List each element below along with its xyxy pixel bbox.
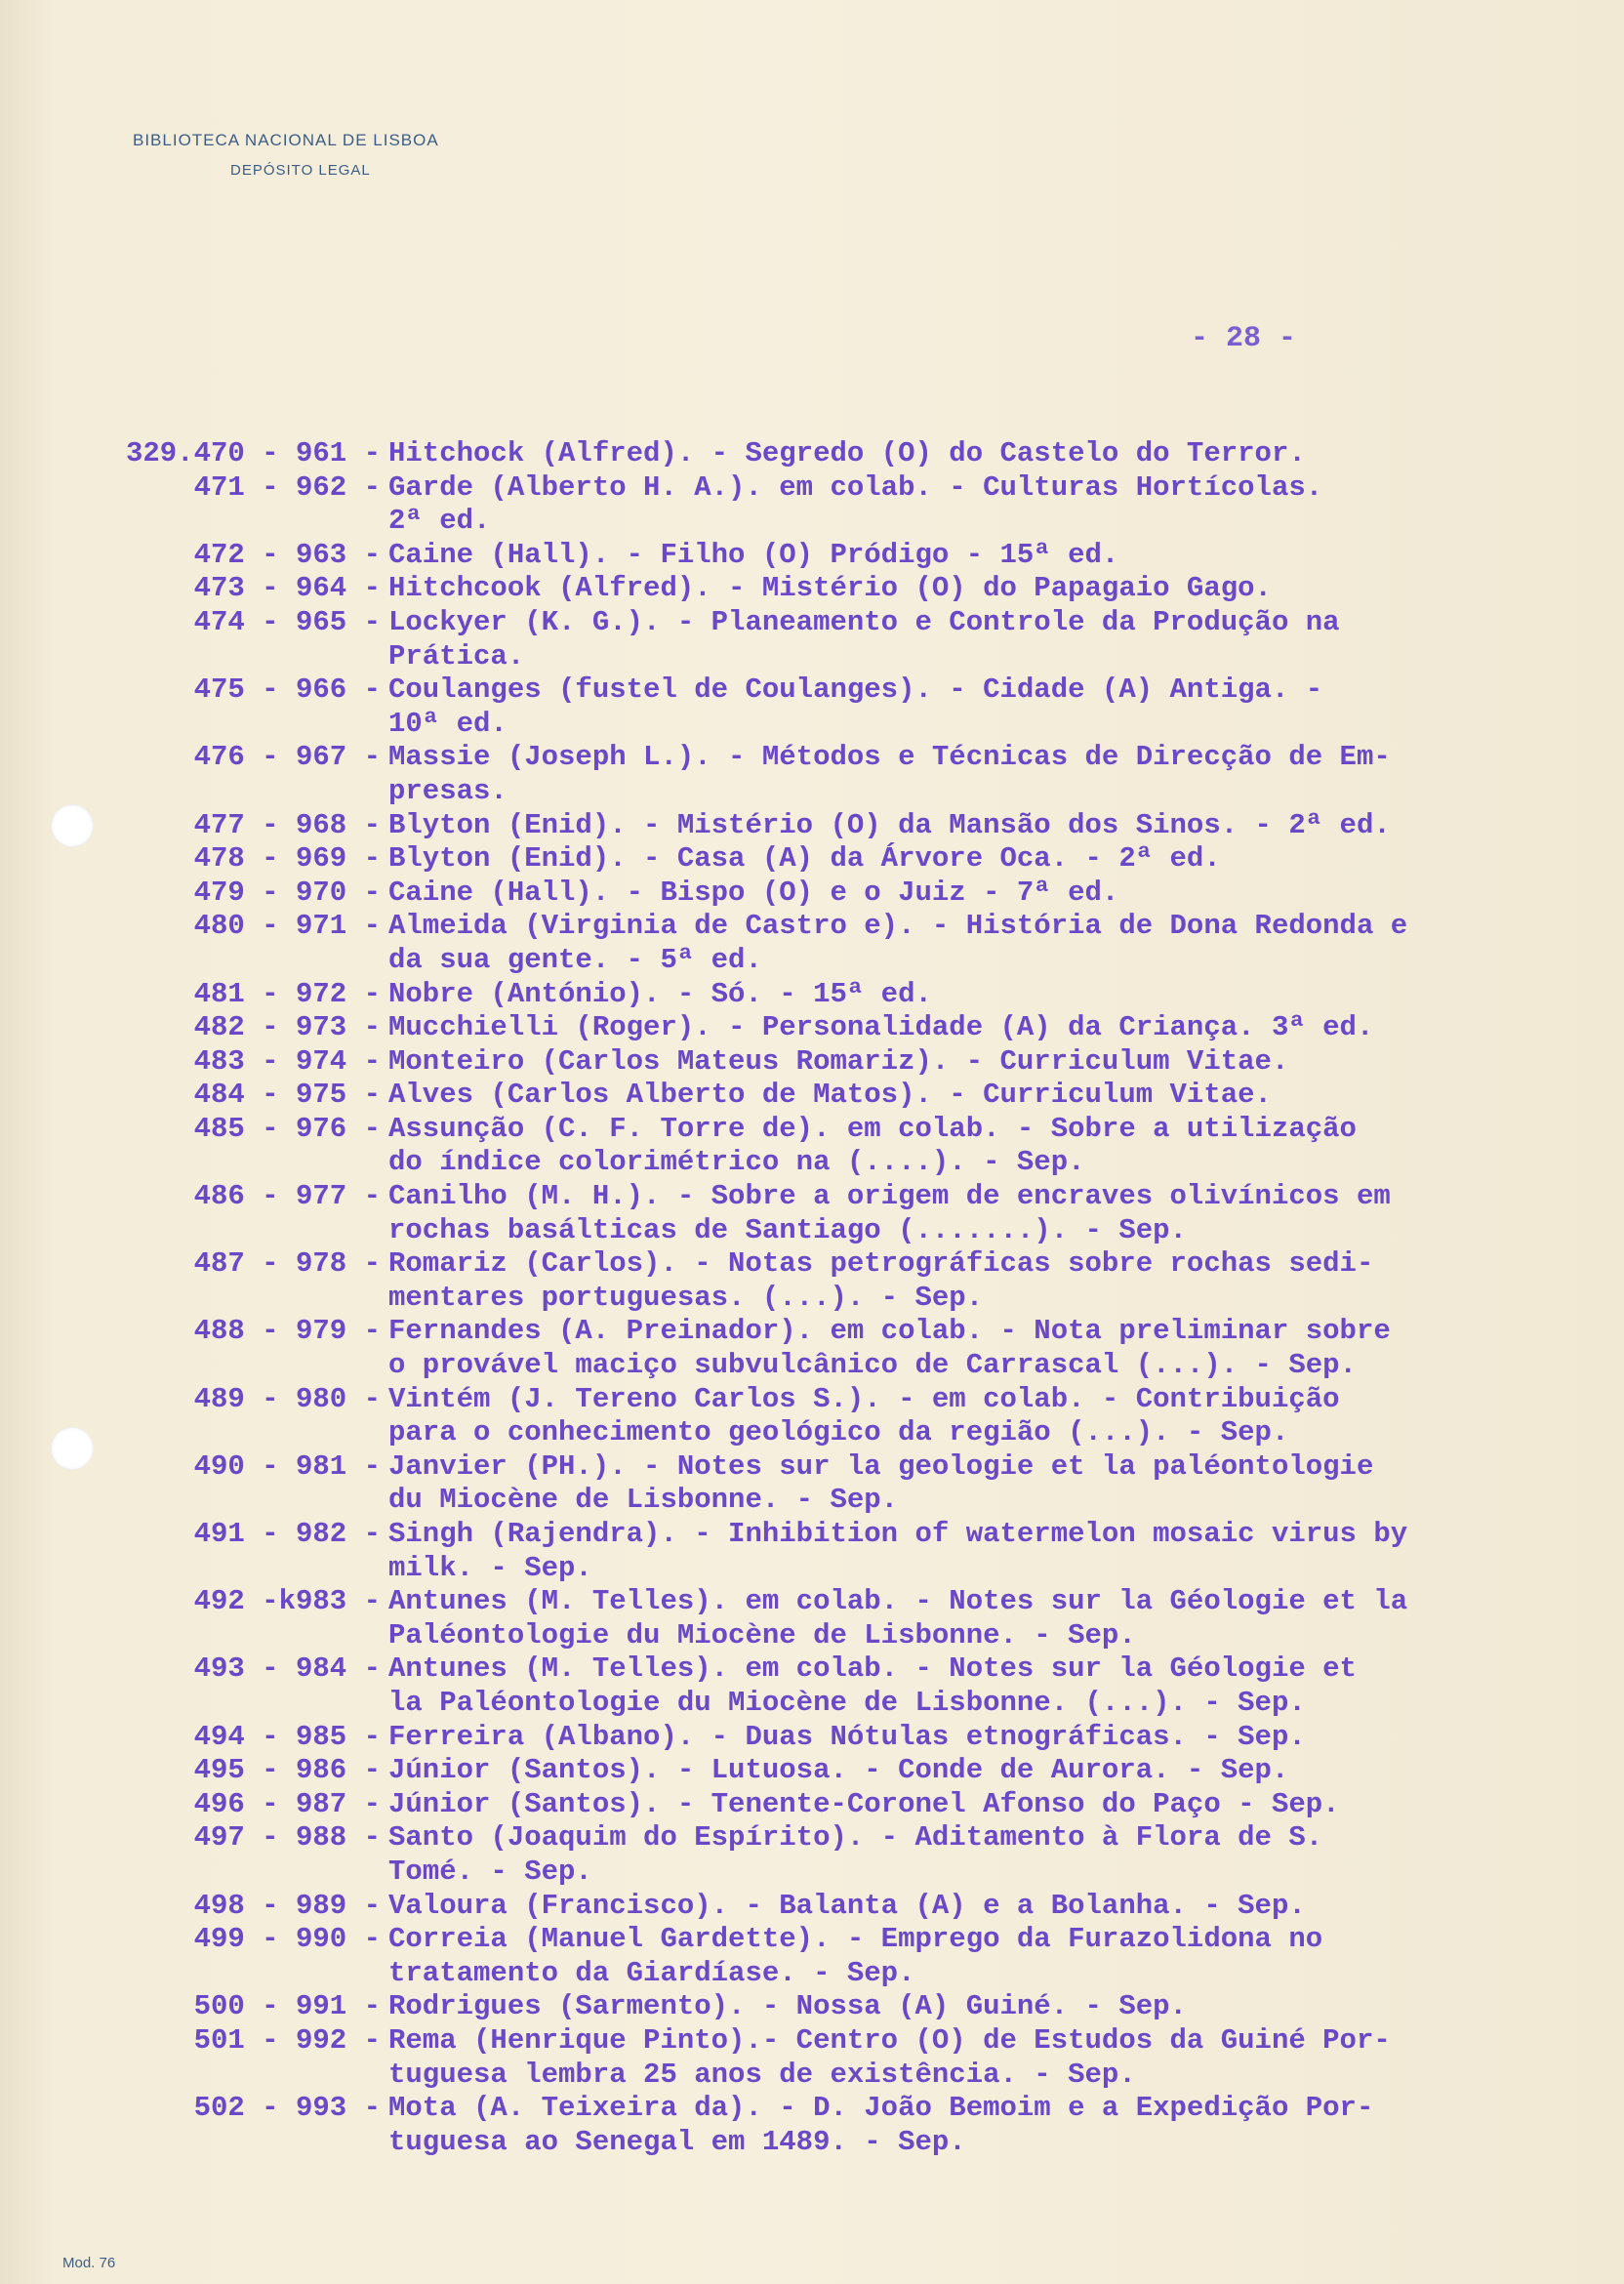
entry-number: 489 - 980 - (193, 1382, 381, 1415)
entry-text: Janvier (PH.). - Notes sur la geologie et la paléontologie du Miocène de Lisbonne. - Sep. (388, 1449, 1374, 1517)
list-item (78, 2024, 1581, 2092)
entry-number: 485 - 976 - (193, 1112, 381, 1145)
list-item (78, 1585, 1581, 1652)
entry-text: Garde (Alberto H. A.). em colab. - Culturas Hortícolas. 2ª ed. (388, 470, 1323, 538)
entry-text: Fernandes (A. Preinador). em colab. - Nota preliminar sobre o provável maciço subvulcânico de Carrascal (...). - Sep. (388, 1315, 1391, 1382)
entry-text: Hitchock (Alfred). - Segredo (O) do Castelo do Terror. (388, 437, 1306, 469)
list-item (78, 1754, 1581, 1788)
entry-number: 482 - 973 - (193, 1011, 381, 1044)
page-number: - 28 - (1191, 322, 1297, 355)
entry-number: 488 - 979 - (193, 1315, 381, 1348)
entry-number: 494 - 985 - (193, 1720, 381, 1753)
entry-text: Valoura (Francisco). - Balanta (A) e a Bolanha. - Sep. (388, 1889, 1306, 1922)
entry-text: Massie (Joseph L.). - Métodos e Técnicas de Direcção de Em- presas. (388, 741, 1391, 807)
list-item (78, 673, 1581, 741)
entry-number: 500 - 991 - (193, 1990, 381, 2023)
list-item (78, 572, 1581, 606)
list-item (78, 978, 1581, 1012)
list-item (78, 1011, 1581, 1045)
entry-number: 472 - 963 - (193, 538, 381, 571)
list-item (78, 741, 1581, 808)
list-item (78, 877, 1581, 911)
entry-text: Blyton (Enid). - Mistério (O) da Mansão dos Sinos. - 2ª ed. (388, 808, 1391, 841)
entry-number: 474 - 965 - (193, 605, 381, 638)
entry-number: 491 - 982 - (193, 1518, 381, 1550)
entry-text: Mucchielli (Roger). - Personalidade (A) da Criança. 3ª ed. (388, 1011, 1374, 1044)
entry-number: 476 - 967 - (193, 741, 381, 774)
entry-number: 492 -k983 - (193, 1585, 381, 1618)
entry-number: 498 - 989 - (193, 1889, 381, 1922)
entry-text: Caine (Hall). - Filho (O) Pródigo - 15ª ed. (388, 538, 1119, 571)
list-item (78, 910, 1581, 977)
entry-number: 502 - 993 - (193, 2092, 381, 2125)
entry-text: Romariz (Carlos). - Notas petrográficas sobre rochas sedi- mentares portuguesas. (...). - Sep. (388, 1247, 1374, 1314)
entry-text: Antunes (M. Telles). em colab. - Notes sur la Géologie et la Paléontologie du Miocène de Lisbonne. (...). - Sep. (388, 1652, 1357, 1719)
entry-text: Assunção (C. F. Torre de). em colab. - Sobre a utilização do índice colorimétrico na (....). - Sep. (388, 1112, 1357, 1179)
form-model-label: Mod. 76 (62, 2255, 116, 2271)
list-item (78, 1788, 1581, 1822)
entry-number: 496 - 987 - (193, 1787, 381, 1820)
entry-text: Caine (Hall). - Bispo (O) e o Juiz - 7ª ed. (388, 876, 1119, 909)
entry-text: Almeida (Virginia de Castro e). - História de Dona Redonda e da sua gente. - 5ª ed. (388, 910, 1408, 976)
list-item (78, 2092, 1581, 2159)
entry-number: 497 - 988 - (193, 1821, 381, 1855)
list-item (78, 1180, 1581, 1247)
list-item (78, 842, 1581, 877)
entry-number: 484 - 975 - (193, 1079, 381, 1112)
entry-number: 483 - 974 - (193, 1044, 381, 1078)
entry-number: 477 - 968 - (193, 808, 381, 841)
list-item (78, 1383, 1581, 1450)
entry-text: Hitchcook (Alfred). - Mistério (O) do Papagaio Gago. (388, 572, 1272, 605)
entry-text: Lockyer (K. G.). - Planeamento e Controle da Produção na Prática. (388, 605, 1340, 673)
entry-number: 481 - 972 - (193, 977, 381, 1010)
list-item (78, 1315, 1581, 1382)
list-item (78, 1990, 1581, 2024)
list-item (78, 1923, 1581, 1990)
list-item (78, 1652, 1581, 1720)
institution-header: BIBLIOTECA NACIONAL DE LISBOA (133, 131, 439, 149)
list-item (78, 437, 1581, 471)
entry-text: Coulanges (fustel de Coulanges). - Cidade (A) Antiga. - 10ª ed. (388, 673, 1323, 740)
list-item (78, 1045, 1581, 1080)
entry-number: 471 - 962 - (193, 470, 381, 504)
entry-text: Rodrigues (Sarmento). - Nossa (A) Guiné. - Sep. (388, 1990, 1187, 2023)
entry-number: 499 - 990 - (193, 1923, 381, 1956)
entry-text: Alves (Carlos Alberto de Matos). - Curriculum Vitae. (388, 1079, 1272, 1112)
department-header: DEPÓSITO LEGAL (230, 162, 371, 179)
entry-number: 479 - 970 - (193, 876, 381, 909)
entry-text: Júnior (Santos). - Lutuosa. - Conde de Aurora. - Sep. (388, 1754, 1289, 1787)
list-item (78, 1890, 1581, 1924)
list-item (78, 1113, 1581, 1180)
entry-text: Canilho (M. H.). - Sobre a origem de encraves olivínicos em rochas basálticas de Santiago (.......). - Sep. (388, 1180, 1391, 1246)
entry-text: Blyton (Enid). - Casa (A) da Árvore Oca. - 2ª ed. (388, 842, 1221, 876)
entry-text: Júnior (Santos). - Tenente-Coronel Afonso do Paço - Sep. (388, 1787, 1340, 1820)
list-item (78, 1247, 1581, 1315)
entry-number: 486 - 977 - (193, 1180, 381, 1213)
entry-number: 501 - 992 - (193, 2023, 381, 2057)
catalog-entries (78, 437, 1581, 2159)
entry-text: Nobre (António). - Só. - 15ª ed. (388, 977, 932, 1010)
entry-number: 473 - 964 - (193, 572, 381, 605)
entry-number: 487 - 978 - (193, 1247, 381, 1281)
entry-text: Vintém (J. Tereno Carlos S.). - em colab. - Contribuição para o conhecimento geológico da região (...). - Sep. (388, 1382, 1340, 1449)
entry-text: Santo (Joaquim do Espírito). - Aditamento à Flora de S. Tomé. - Sep. (388, 1821, 1323, 1888)
entry-number: 475 - 966 - (193, 673, 381, 707)
entry-text: Rema (Henrique Pinto).- Centro (O) de Estudos da Guiné Por- tuguesa lembra 25 anos de existência. - Sep. (388, 2023, 1391, 2091)
list-item (78, 1518, 1581, 1585)
list-item (78, 1821, 1581, 1889)
list-item (78, 606, 1581, 673)
entry-text: Monteiro (Carlos Mateus Romariz). - Curriculum Vitae. (388, 1044, 1289, 1078)
entry-number: 493 - 984 - (193, 1652, 381, 1686)
entry-text: Ferreira (Albano). - Duas Nótulas etnográficas. - Sep. (388, 1720, 1306, 1753)
entry-text: Antunes (M. Telles). em colab. - Notes sur la Géologie et la Paléontologie du Miocène de Lisbonne. - Sep. (388, 1585, 1408, 1652)
list-item (78, 1721, 1581, 1755)
entry-text: Singh (Rajendra). - Inhibition of watermelon mosaic virus by milk. - Sep. (388, 1518, 1408, 1584)
entry-text: Mota (A. Teixeira da). - D. João Bemoim e a Expedição Por- tuguesa ao Senegal em 1489. - Sep. (388, 2092, 1374, 2158)
entry-text: Correia (Manuel Gardette). - Emprego da Furazolidona no tratamento da Giardíase. - Sep. (388, 1923, 1323, 1989)
entry-number: 478 - 969 - (193, 842, 381, 876)
entry-number: 495 - 986 - (193, 1754, 381, 1787)
entry-number: 329.470 - 961 - (125, 437, 381, 469)
list-item (78, 809, 1581, 843)
list-item (78, 471, 1581, 539)
entry-number: 480 - 971 - (193, 910, 381, 943)
entry-number: 490 - 981 - (193, 1449, 381, 1483)
list-item (78, 1450, 1581, 1518)
list-item (78, 1079, 1581, 1113)
list-item (78, 539, 1581, 573)
